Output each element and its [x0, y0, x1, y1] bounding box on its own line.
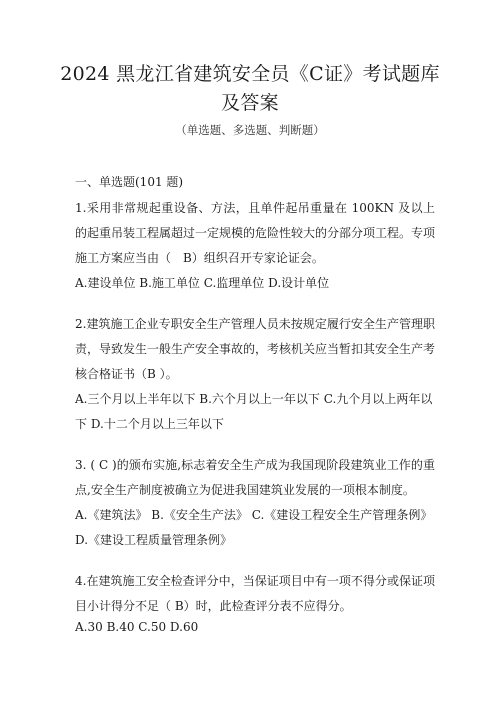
document-subtitle: （单选题、多选题、判断题）: [175, 123, 325, 137]
question-options: A.《建筑法》 B.《安全生产法》 C.《建设工程安全生产管理条例》 D.《建设工程质量管理条例》: [75, 508, 433, 547]
title-line-2: 及答案: [221, 92, 279, 114]
question-item: [75, 312, 435, 437]
question-text: 1.采用非常规起重设备、方法，且单件起吊重量在 100KN 及以上的起重吊装工程属超过一定规模的危险性较大的分部分项工程。专项施工方案应当由（ B）组织召开专家论证会。: [75, 201, 436, 265]
document-body: [75, 170, 435, 653]
question-options: A.30 B.40 C.50 D.60: [75, 620, 199, 634]
question-item: [75, 569, 435, 637]
question-item: [75, 453, 435, 553]
question-text: 2.建筑施工企业专职安全生产管理人员未按规定履行安全生产管理职责，导致发生一般生产安全事故的，考核机关应当暂扣其安全生产考核合格证书（B ）。: [75, 317, 436, 381]
question-text: 4.在建筑施工安全检查评分中，当保证项目中有一项不得分或保证项目小计得分不足（ B）时，此检查评分表不应得分。: [75, 574, 435, 613]
question-options: A.建设单位 B.施工单位 C.监理单位 D.设计单位: [75, 276, 330, 290]
question-text: 3. ( C )的颁布实施,标志着安全生产成为我国现阶段建筑业工作的重点,安全生产制度被确立为促进我国建筑业发展的一项根本制度。: [75, 458, 435, 497]
document-title: [0, 60, 500, 118]
question-options: A.三个月以上半年以下 B.六个月以上一年以下 C.九个月以上两年以下 D.十二个月以上三年以下: [75, 392, 433, 431]
question-item: [75, 196, 435, 296]
title-line-1: 2024 黑龙江省建筑安全员《C证》考试题库: [60, 63, 440, 85]
section-heading: 一、单选题(101 题): [75, 175, 184, 189]
